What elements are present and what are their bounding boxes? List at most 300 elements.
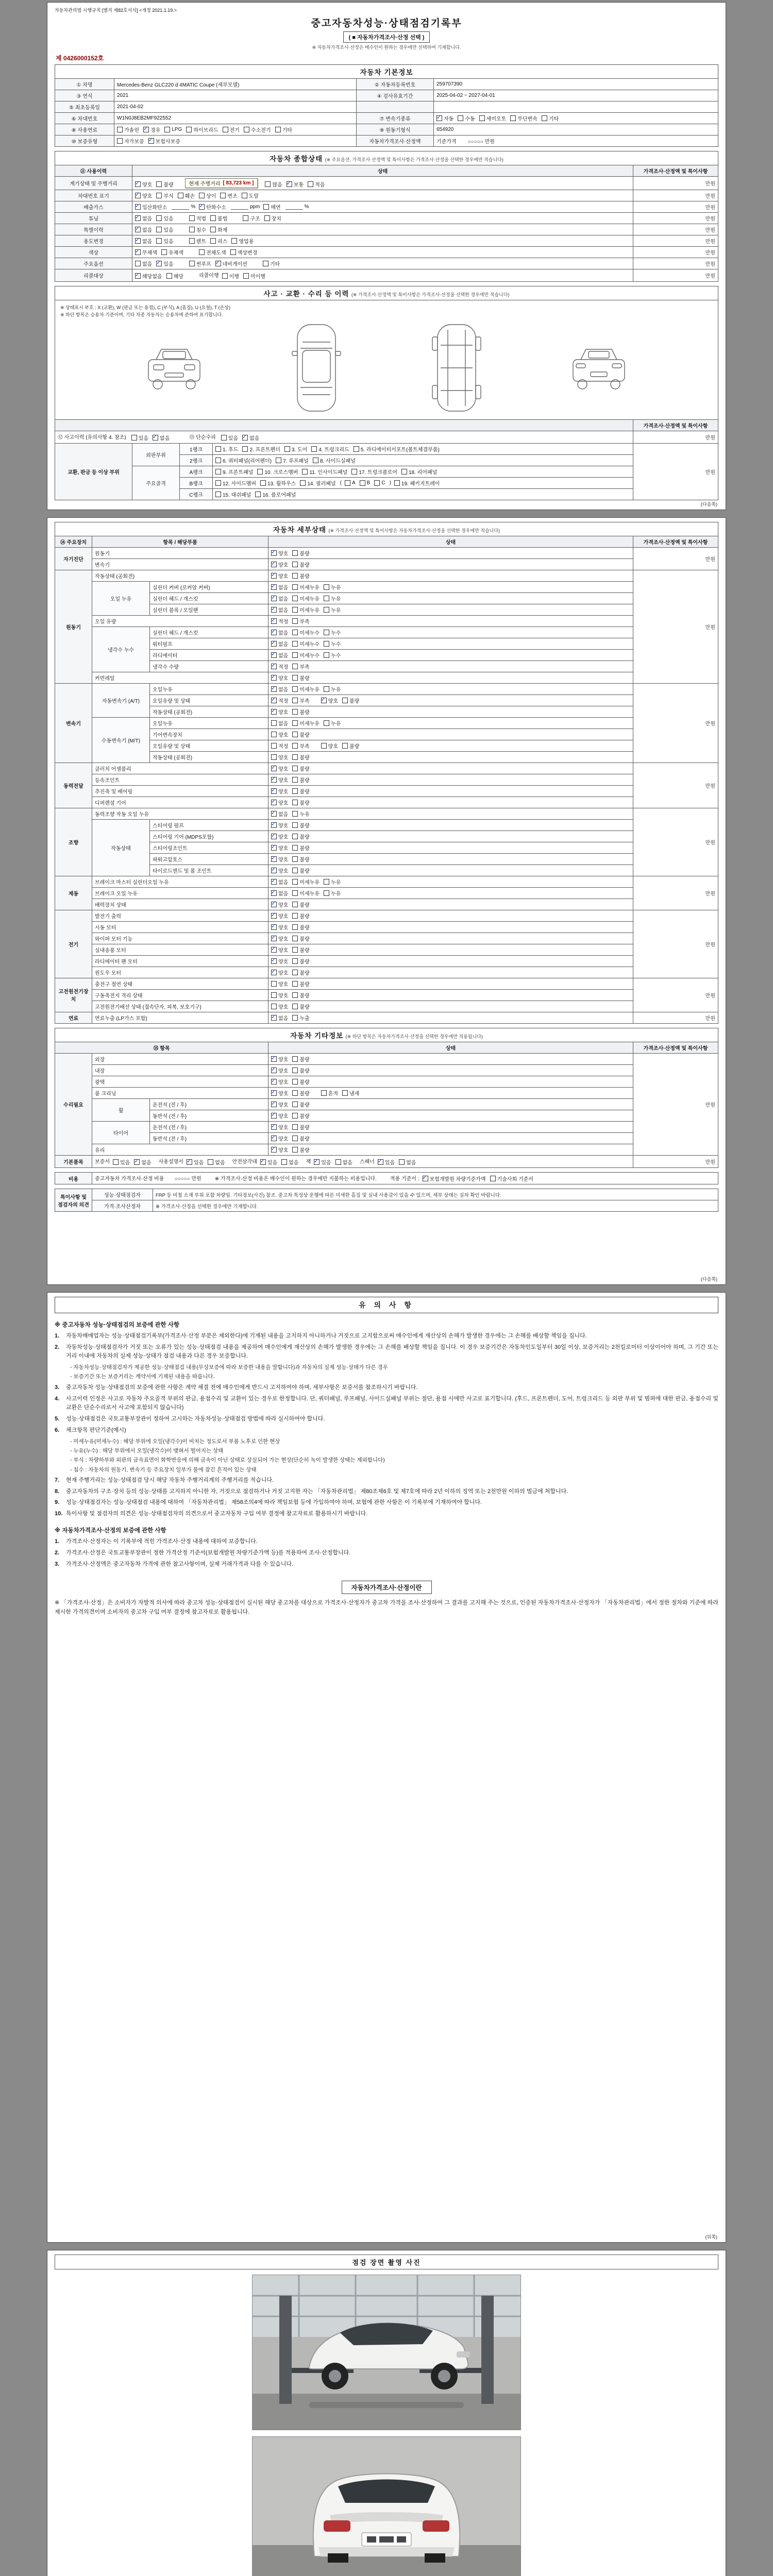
checkbox-누수[interactable]	[324, 640, 341, 648]
checkbox-양호[interactable]	[271, 787, 288, 795]
checkbox-없음[interactable]	[271, 640, 288, 648]
checkbox-11. 인사이드패널[interactable]	[302, 468, 347, 476]
cell: 브레이크 오일 누유	[92, 887, 268, 899]
table-row	[55, 190, 718, 201]
checkbox-label: 양호	[278, 1079, 289, 1086]
checkbox-label: 적정	[278, 698, 289, 704]
overall-note: (※ 주요옵션, 가격조사·산정액 및 특이사항은 가격조사·산정을 선택한 경우에만 적습니다)	[325, 157, 503, 162]
checkbox-미세누유[interactable]	[292, 685, 320, 693]
blank-field[interactable]	[231, 204, 248, 210]
cell: 타이어	[92, 1121, 150, 1144]
checkbox-label: 누유	[330, 721, 341, 727]
checkbox-6. 쿼터패널(리어펜더)[interactable]	[215, 456, 272, 464]
checkbox-있음[interactable]	[156, 226, 173, 233]
checkbox-양호[interactable]	[271, 912, 288, 920]
checkbox-기타[interactable]	[275, 126, 292, 133]
checkbox-label: 양호	[328, 743, 338, 750]
checkbox-보험개발원 차량기준가액[interactable]	[423, 1175, 486, 1182]
checkbox-box-icon	[271, 811, 277, 817]
cell: ⑧ 사용연료	[55, 124, 114, 135]
checkbox-box-icon	[220, 193, 226, 198]
checkbox-양호[interactable]	[271, 1112, 288, 1120]
checkbox-label: 없음	[278, 653, 289, 659]
checkbox-label: 없음	[406, 1160, 416, 1166]
checkbox-box-icon	[292, 1004, 298, 1009]
checkbox-장치[interactable]	[264, 214, 281, 222]
checkbox-box-icon	[308, 181, 313, 187]
checkbox-양호[interactable]	[271, 980, 288, 988]
cell: C랭크	[180, 488, 213, 500]
checkbox-label: 양호	[278, 823, 289, 829]
checkbox-양호[interactable]	[271, 765, 288, 772]
checkbox-10. 크로스멤버[interactable]	[257, 468, 298, 476]
checkbox-label: 13. 휠하우스	[267, 481, 296, 487]
checkbox-적정[interactable]	[271, 742, 288, 750]
cell: 2021	[114, 90, 357, 101]
checkbox-label: 불량	[299, 857, 310, 863]
checkbox-화재[interactable]	[210, 226, 227, 233]
checkbox-양호[interactable]	[271, 708, 288, 716]
checkbox-불량[interactable]	[292, 844, 309, 852]
checkbox-불량[interactable]	[292, 708, 309, 716]
checkbox-양호[interactable]	[271, 855, 288, 863]
checkbox-색상변경[interactable]	[230, 248, 258, 256]
checkbox-네비게이션[interactable]	[215, 260, 247, 267]
checkbox-양호[interactable]	[271, 1123, 288, 1131]
checkbox-label: 없음	[141, 1160, 152, 1166]
checkbox-도말[interactable]	[242, 192, 259, 199]
checkbox-불량[interactable]	[292, 731, 309, 738]
checkbox-양호[interactable]	[271, 572, 288, 580]
checkbox-매연[interactable]	[263, 203, 280, 211]
checkbox-label: 부족	[299, 698, 310, 704]
checkbox-box-icon	[292, 709, 298, 715]
checkbox-수동[interactable]	[458, 114, 475, 122]
checkbox-B[interactable]	[360, 480, 371, 486]
checkbox-불량[interactable]	[292, 946, 309, 954]
checkbox-label: 불량	[299, 1004, 310, 1010]
price-cell: 만원	[633, 258, 718, 269]
checkbox-불법[interactable]	[210, 214, 227, 222]
checkbox-양호[interactable]	[271, 821, 288, 829]
checkbox-누수[interactable]	[324, 651, 341, 659]
checkbox-label: 부족	[299, 619, 310, 625]
checkbox-8. 사이드실패널[interactable]	[313, 456, 356, 464]
checkbox-부족[interactable]	[292, 617, 309, 625]
checkbox-없음[interactable]	[242, 434, 259, 442]
checkbox-label: 없음	[160, 435, 170, 442]
checkbox-적정[interactable]	[271, 697, 288, 704]
checkbox-16. 플로어패널[interactable]	[255, 490, 296, 498]
checkbox-적법[interactable]	[189, 214, 206, 222]
checkbox-부식[interactable]	[156, 192, 173, 199]
checkbox-불량[interactable]	[292, 935, 309, 942]
checkbox-불량[interactable]	[292, 1100, 309, 1108]
cell: 실린더 커버 (로커암 커버)	[150, 581, 268, 592]
checkbox-17. 트렁크플로어[interactable]	[351, 468, 397, 476]
field-text: 기준가격	[436, 139, 457, 145]
checkbox-전체도색[interactable]	[199, 248, 226, 256]
checkbox-불량[interactable]	[292, 561, 309, 568]
checkbox-일산화탄소[interactable]	[135, 203, 167, 211]
checkbox-양호[interactable]	[271, 1078, 288, 1086]
cell: 용도변경	[55, 235, 132, 247]
checkbox-LPG[interactable]	[164, 127, 182, 132]
checkbox-양호[interactable]	[271, 1146, 288, 1154]
checkbox-13. 휠하우스[interactable]	[260, 479, 296, 487]
checkbox-불량[interactable]	[292, 901, 309, 908]
checkbox-흔적[interactable]	[321, 1089, 338, 1097]
checkbox-불량[interactable]	[156, 180, 173, 188]
checkbox-불량[interactable]	[342, 742, 359, 750]
checkbox-유채색[interactable]	[161, 248, 183, 256]
checkbox-있음[interactable]	[113, 1158, 130, 1166]
checkbox-세미오토[interactable]	[479, 114, 507, 122]
checkbox-미세누유[interactable]	[292, 889, 320, 897]
checkbox-불량[interactable]	[292, 1112, 309, 1120]
checkbox-불량[interactable]	[292, 957, 309, 965]
checkbox-양호[interactable]	[271, 1089, 288, 1097]
table-row	[55, 1001, 718, 1012]
checkbox-적정[interactable]	[271, 617, 288, 625]
checkbox-label: 양호	[278, 1004, 289, 1010]
checkbox-누유[interactable]	[324, 583, 341, 591]
checkbox-미세누유[interactable]	[292, 878, 320, 886]
checkbox-리스[interactable]	[210, 237, 227, 245]
checkbox-양호[interactable]	[271, 923, 288, 931]
checkbox-누유[interactable]	[324, 685, 341, 693]
checkbox-불량[interactable]	[292, 1089, 309, 1097]
checkbox-불량[interactable]	[292, 799, 309, 806]
checkbox-box-icon	[394, 480, 400, 486]
checkbox-부족[interactable]	[292, 663, 309, 670]
cell	[132, 235, 633, 247]
checkbox-label: 없음	[142, 228, 153, 233]
checkbox-불량[interactable]	[292, 674, 309, 682]
checkbox-3. 도어[interactable]	[284, 445, 307, 453]
checkbox-불량[interactable]	[292, 1055, 309, 1063]
checkbox-많음[interactable]	[265, 180, 282, 188]
checkbox-1. 후드[interactable]	[215, 445, 238, 453]
checkbox-양호[interactable]	[271, 1066, 288, 1074]
basic-info-header	[55, 64, 718, 78]
checkbox-누유[interactable]	[324, 889, 341, 897]
checkbox-box-icon	[135, 181, 141, 187]
checkbox-불량[interactable]	[292, 833, 309, 840]
checkbox-불량[interactable]	[292, 923, 309, 931]
checkbox-미세누유[interactable]	[292, 719, 320, 727]
checkbox-부족[interactable]	[292, 697, 309, 704]
checkbox-양호[interactable]	[271, 1055, 288, 1063]
checkbox-box-icon	[324, 890, 329, 896]
checkbox-2. 프론트펜더[interactable]	[242, 445, 280, 453]
checkbox-불량[interactable]	[292, 765, 309, 772]
checkbox-불량[interactable]	[292, 787, 309, 795]
checkbox-썬루프[interactable]	[189, 260, 211, 267]
checkbox-훼손[interactable]	[178, 192, 195, 199]
checkbox-불량[interactable]	[292, 753, 309, 761]
checkbox-label: 9. 프론트패널	[223, 469, 254, 476]
checkbox-양호[interactable]	[271, 561, 288, 568]
checkbox-box-icon	[215, 446, 221, 452]
checkbox-기술사회 기준서[interactable]	[490, 1175, 533, 1182]
checkbox-누유[interactable]	[292, 810, 309, 818]
checkbox-양호[interactable]	[271, 1003, 288, 1010]
checkbox-침수[interactable]	[189, 226, 206, 233]
checkbox-양호[interactable]	[321, 697, 338, 704]
checkbox-양호[interactable]	[271, 991, 288, 999]
checkbox-없음[interactable]	[399, 1158, 416, 1166]
checkbox-미세누수[interactable]	[292, 640, 320, 648]
checkbox-불량[interactable]	[292, 549, 309, 557]
checkbox-없음[interactable]	[135, 226, 152, 233]
table-row	[55, 466, 718, 477]
checkbox-없음[interactable]	[271, 878, 288, 886]
checkbox-영업용[interactable]	[231, 237, 254, 245]
blank-field[interactable]	[172, 204, 189, 210]
checkbox-label: 누유	[299, 811, 310, 818]
checkbox-9. 프론트패널[interactable]	[215, 468, 253, 476]
checkbox-양호[interactable]	[271, 674, 288, 682]
checkbox-양호[interactable]	[271, 946, 288, 954]
checkbox-있음[interactable]	[378, 1158, 395, 1166]
checkbox-해당없음[interactable]	[135, 272, 162, 280]
checkbox-5. 라디에이터서포트(볼트체결부품)[interactable]	[354, 445, 440, 453]
checkbox-box-icon	[135, 215, 141, 221]
cell: 특이사항 및 점검자의 의견	[55, 1189, 92, 1212]
checkbox-불량[interactable]	[342, 697, 359, 704]
price-survey-select-box[interactable]: ( ■ 자동차가격조사·산정 선택 )	[343, 31, 430, 43]
checkbox-box-icon	[113, 1159, 119, 1165]
cell: 동반석 (전 / 후)	[150, 1110, 268, 1121]
checkbox-미세누유[interactable]	[292, 595, 320, 602]
checkbox-불량[interactable]	[292, 991, 309, 999]
checkbox-적음[interactable]	[308, 180, 325, 188]
checkbox-없음[interactable]	[271, 606, 288, 614]
checkbox-box-icon	[271, 675, 277, 681]
checkbox-label: 부식	[163, 194, 174, 199]
checkbox-불량[interactable]	[292, 1134, 309, 1142]
cell	[213, 488, 633, 500]
blank-field[interactable]	[285, 204, 303, 210]
checkbox-양호[interactable]	[271, 799, 288, 806]
checkbox-경유[interactable]	[143, 126, 160, 133]
checkbox-19. 패키지트레이[interactable]	[394, 479, 440, 487]
checkbox-누수[interactable]	[324, 629, 341, 636]
checkbox-없음[interactable]	[134, 1158, 151, 1166]
checkbox-이행[interactable]	[222, 272, 239, 280]
checkbox-양호[interactable]	[271, 867, 288, 874]
checkbox-box-icon	[292, 913, 298, 919]
checkbox-없음[interactable]	[135, 214, 152, 222]
checkbox-기타[interactable]	[542, 114, 559, 122]
checkbox-있음[interactable]	[131, 434, 148, 442]
checkbox-없음[interactable]	[271, 719, 288, 727]
checkbox-불량[interactable]	[292, 969, 309, 976]
checkbox-불량[interactable]	[292, 855, 309, 863]
checkbox-양호[interactable]	[271, 549, 288, 557]
checkbox-불량[interactable]	[292, 1123, 309, 1131]
checkbox-불량[interactable]	[292, 776, 309, 784]
table-row	[55, 101, 718, 113]
checkbox-없음[interactable]	[153, 434, 170, 442]
checkbox-미세누유[interactable]	[292, 583, 320, 591]
checkbox-box-icon	[271, 550, 277, 556]
cell: 변속기	[92, 558, 268, 570]
checkbox-하이브리드[interactable]	[186, 126, 218, 133]
checkbox-누유[interactable]	[324, 719, 341, 727]
checkbox-적정[interactable]	[271, 663, 288, 670]
cell: 동력조향 작동 오일 누유	[92, 808, 268, 819]
checkbox-불량[interactable]	[292, 1146, 309, 1154]
checkbox-불량[interactable]	[292, 1066, 309, 1074]
checkbox-box-icon	[260, 1159, 266, 1165]
checkbox-없음[interactable]	[135, 237, 152, 245]
cell: 수리필요	[55, 1053, 92, 1155]
checkbox-label: 없음	[142, 262, 153, 267]
checkbox-무채색[interactable]	[135, 248, 157, 256]
checkbox-7. 루프패널[interactable]	[276, 456, 309, 464]
checkbox-불량[interactable]	[292, 1003, 309, 1010]
checkbox-label: 불량	[299, 732, 310, 738]
checkbox-누유[interactable]	[324, 606, 341, 614]
checkbox-해당[interactable]	[166, 272, 183, 280]
checkbox-수소전기[interactable]	[244, 126, 271, 133]
checkbox-label: 양호	[278, 1113, 289, 1120]
cell: ⑨ 원동기형식	[357, 124, 434, 135]
checkbox-box-icon	[292, 879, 298, 885]
checkbox-18. 리어패널[interactable]	[401, 468, 437, 476]
table-row	[55, 660, 718, 672]
checkbox-양호[interactable]	[271, 776, 288, 784]
checkbox-보통[interactable]	[287, 180, 304, 188]
checkbox-구조[interactable]	[243, 214, 260, 222]
cell: 룸 크리닝	[92, 1087, 268, 1098]
accident-table	[55, 419, 718, 500]
checkbox-양호[interactable]	[271, 833, 288, 840]
checkbox-양호[interactable]	[271, 844, 288, 852]
checkbox-있음[interactable]	[260, 1158, 277, 1166]
checkbox-있음[interactable]	[221, 434, 238, 442]
cell	[268, 887, 633, 899]
checkbox-없음[interactable]	[271, 1014, 288, 1022]
checkbox-변조[interactable]	[220, 192, 237, 199]
checkbox-불량[interactable]	[292, 821, 309, 829]
checkbox-있음[interactable]	[187, 1158, 204, 1166]
checkbox-양호[interactable]	[271, 935, 288, 942]
checkbox-C[interactable]	[374, 480, 385, 486]
checkbox-없음[interactable]	[271, 889, 288, 897]
price-cell: 만원	[633, 190, 718, 201]
checkbox-label: 미세누수	[299, 630, 320, 636]
checkbox-label: 미세누유	[299, 687, 320, 693]
cell: 오일유량 및 상태	[150, 694, 268, 706]
checkbox-있음[interactable]	[156, 214, 173, 222]
checkbox-미세누수[interactable]	[292, 651, 320, 659]
checkbox-탄화수소[interactable]	[199, 203, 226, 211]
checkbox-불량[interactable]	[292, 867, 309, 874]
checkbox-없음[interactable]	[335, 1158, 352, 1166]
checkbox-12. 사이드멤버[interactable]	[215, 479, 256, 487]
checkbox-label: 있음	[163, 216, 174, 222]
checkbox-누유[interactable]	[324, 878, 341, 886]
checkbox-양호[interactable]	[271, 957, 288, 965]
checkbox-렌트[interactable]	[189, 237, 206, 245]
cell	[268, 660, 633, 672]
checkbox-불량[interactable]	[292, 980, 309, 988]
checkbox-15. 대쉬패널[interactable]	[215, 490, 251, 498]
checkbox-양호[interactable]	[271, 969, 288, 976]
checkbox-누출[interactable]	[292, 1014, 309, 1022]
checkbox-없음[interactable]	[208, 1158, 225, 1166]
checkbox-label: 보험사보증	[155, 139, 180, 145]
checkbox-양호[interactable]	[271, 753, 288, 761]
checkbox-미세누유[interactable]	[292, 606, 320, 614]
checkbox-양호[interactable]	[135, 180, 152, 188]
checkbox-없음[interactable]	[135, 260, 152, 267]
checkbox-보험사보증[interactable]	[148, 137, 180, 145]
checkbox-4. 트렁크리드[interactable]	[311, 445, 349, 453]
checkbox-box-icon	[292, 1136, 298, 1141]
checkbox-부족[interactable]	[292, 742, 309, 750]
checkbox-없음[interactable]	[271, 685, 288, 693]
table-row	[55, 649, 718, 660]
checkbox-14. 필러패널[interactable]	[300, 479, 335, 487]
checkbox-냄새[interactable]	[342, 1089, 359, 1097]
checkbox-있음[interactable]	[156, 260, 173, 267]
checkbox-없음[interactable]	[271, 583, 288, 591]
checkbox-상이[interactable]	[199, 192, 216, 199]
checkbox-box-icon	[255, 492, 261, 497]
checkbox-기타[interactable]	[263, 260, 280, 267]
checkbox-box-icon	[271, 573, 277, 579]
checkbox-없음[interactable]	[271, 651, 288, 659]
checkbox-자동[interactable]	[436, 114, 453, 122]
checkbox-불량[interactable]	[292, 912, 309, 920]
checkbox-양호[interactable]	[271, 1100, 288, 1108]
checkbox-불량[interactable]	[292, 1078, 309, 1086]
checkbox-불량[interactable]	[292, 572, 309, 580]
table-row	[55, 547, 718, 558]
checkbox-있음[interactable]	[314, 1158, 331, 1166]
checkbox-미이행[interactable]	[243, 272, 265, 280]
checkbox-양호[interactable]	[135, 192, 152, 199]
checkbox-없음[interactable]	[271, 629, 288, 636]
cell	[268, 1053, 633, 1064]
checkbox-자가보증[interactable]	[117, 137, 144, 145]
checkbox-가솔린[interactable]	[117, 126, 139, 133]
checkbox-누유[interactable]	[324, 595, 341, 602]
checkbox-box-icon	[199, 193, 205, 198]
diagram-legend-1: ※ 상태표시 부호 : X (교환), W (판금 또는 용접), C (부식), A (흠집), U (요철), T (손상)	[60, 304, 230, 310]
checkbox-양호[interactable]	[271, 1134, 288, 1142]
checkbox-무단변속[interactable]	[510, 114, 537, 122]
cell	[268, 978, 633, 989]
checkbox-전기[interactable]	[223, 126, 240, 133]
checkbox-양호[interactable]	[271, 901, 288, 908]
checkbox-없음[interactable]	[271, 810, 288, 818]
table-row	[55, 213, 718, 224]
checkbox-미세누수[interactable]	[292, 629, 320, 636]
checkbox-없음[interactable]	[271, 595, 288, 602]
checkbox-양호[interactable]	[321, 742, 338, 750]
checkbox-있음[interactable]	[156, 237, 173, 245]
checkbox-A[interactable]	[345, 480, 356, 486]
checkbox-없음[interactable]	[281, 1158, 298, 1166]
checkbox-box-icon	[324, 596, 329, 601]
cell	[132, 201, 633, 213]
checkbox-양호[interactable]	[271, 731, 288, 738]
